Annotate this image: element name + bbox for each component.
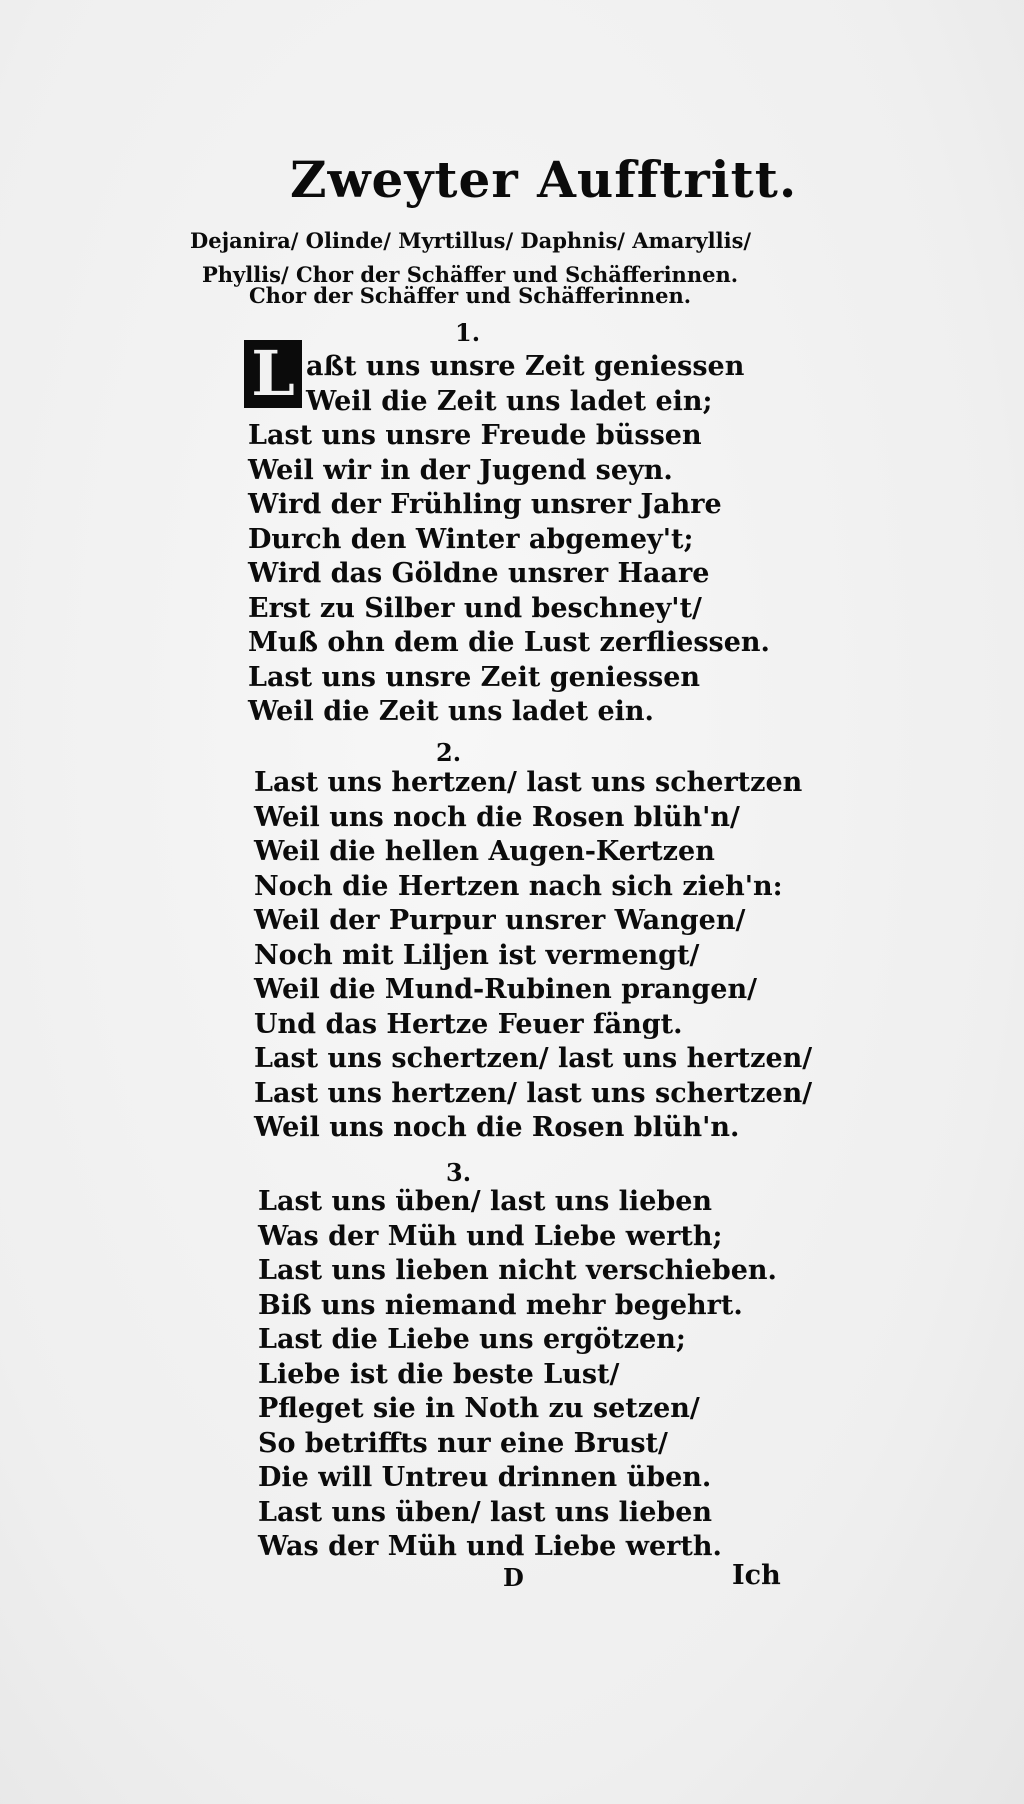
stanza-3: [258, 1185, 777, 1565]
verse-line: Wird das Göldne unsrer Haare: [248, 558, 710, 589]
verse-line: Pfleget sie in Noth zu setzen/: [258, 1393, 700, 1424]
verse-line: Last uns üben/ last uns lieben: [258, 1186, 713, 1217]
verse-line: Last uns unsre Zeit geniessen: [248, 661, 701, 693]
cast-line: Phyllis/ Chor der Schäffer und Schäfferinnen.: [201, 262, 739, 287]
verse-line: Last die Liebe uns ergötzen;: [258, 1324, 686, 1355]
stanza-opening-lines: [306, 350, 744, 419]
verse-line: Last uns lieben nicht verschieben.: [258, 1255, 777, 1286]
verse-line: Last uns üben/ last uns lieben: [258, 1496, 713, 1528]
scene-heading: Zweyter Aufftritt.: [290, 150, 798, 209]
verse-line: Durch den Winter abgemey't;: [248, 523, 694, 555]
verse-line: Was der Müh und Liebe werth.: [258, 1531, 722, 1562]
verse-line: Die will Untreu drinnen üben.: [258, 1462, 712, 1493]
verse-line: Noch die Hertzen nach sich zieh'n:: [254, 870, 783, 902]
verse-line: Weil der Purpur unsrer Wangen/: [254, 905, 746, 936]
signature-mark: D: [503, 1563, 524, 1592]
verse-line: So betriffts nur eine Brust/: [258, 1427, 668, 1459]
cast-list: [190, 224, 750, 292]
chorus-title: Chor der Schäffer und Schäfferinnen.: [248, 283, 692, 308]
stanza-number: 1.: [455, 318, 481, 347]
verse-line: Und das Hertze Feuer fängt.: [254, 1008, 683, 1040]
stanza-2: [254, 766, 812, 1146]
verse-line: Weil wir in der Jugend seyn.: [248, 454, 673, 486]
verse-line: Weil uns noch die Rosen blüh'n/: [254, 801, 740, 833]
verse-line: Last uns schertzen/ last uns hertzen/: [254, 1043, 813, 1074]
verse-line: Weil die Zeit uns ladet ein;: [306, 385, 713, 417]
stanza-number: 3.: [446, 1158, 472, 1187]
verse-line: Weil die hellen Augen-Kertzen: [254, 836, 715, 867]
drop-cap-initial: L: [244, 340, 302, 408]
stanza-1: [248, 419, 770, 730]
verse-line: Last uns unsre Freude büssen: [248, 420, 702, 451]
verse-line: Last uns hertzen/ last uns schertzen: [254, 767, 803, 798]
verse-line: Liebe ist die beste Lust/: [258, 1358, 620, 1390]
verse-line: Biß uns niemand mehr begehrt.: [258, 1289, 743, 1321]
verse-line: Wird der Frühling unsrer Jahre: [248, 489, 722, 520]
verse-line: aßt uns unsre Zeit geniessen: [306, 351, 745, 382]
verse-line: Was der Müh und Liebe werth;: [258, 1220, 723, 1252]
verse-line: Last uns hertzen/ last uns schertzen/: [254, 1077, 813, 1109]
catchword: Ich: [732, 1560, 781, 1591]
verse-line: Muß ohn dem die Lust zerfliessen.: [248, 627, 770, 658]
verse-line: Erst zu Silber und beschney't/: [248, 592, 702, 624]
cast-line: Dejanira/ Olinde/ Myrtillus/ Daphnis/ Amaryllis/: [190, 228, 752, 253]
verse-line: Weil uns noch die Rosen blüh'n.: [254, 1112, 740, 1143]
stanza-number: 2.: [436, 738, 462, 767]
verse-line: Weil die Mund-Rubinen prangen/: [254, 974, 757, 1005]
verse-line: Weil die Zeit uns ladet ein.: [248, 696, 654, 727]
verse-line: Noch mit Liljen ist vermengt/: [254, 939, 700, 971]
